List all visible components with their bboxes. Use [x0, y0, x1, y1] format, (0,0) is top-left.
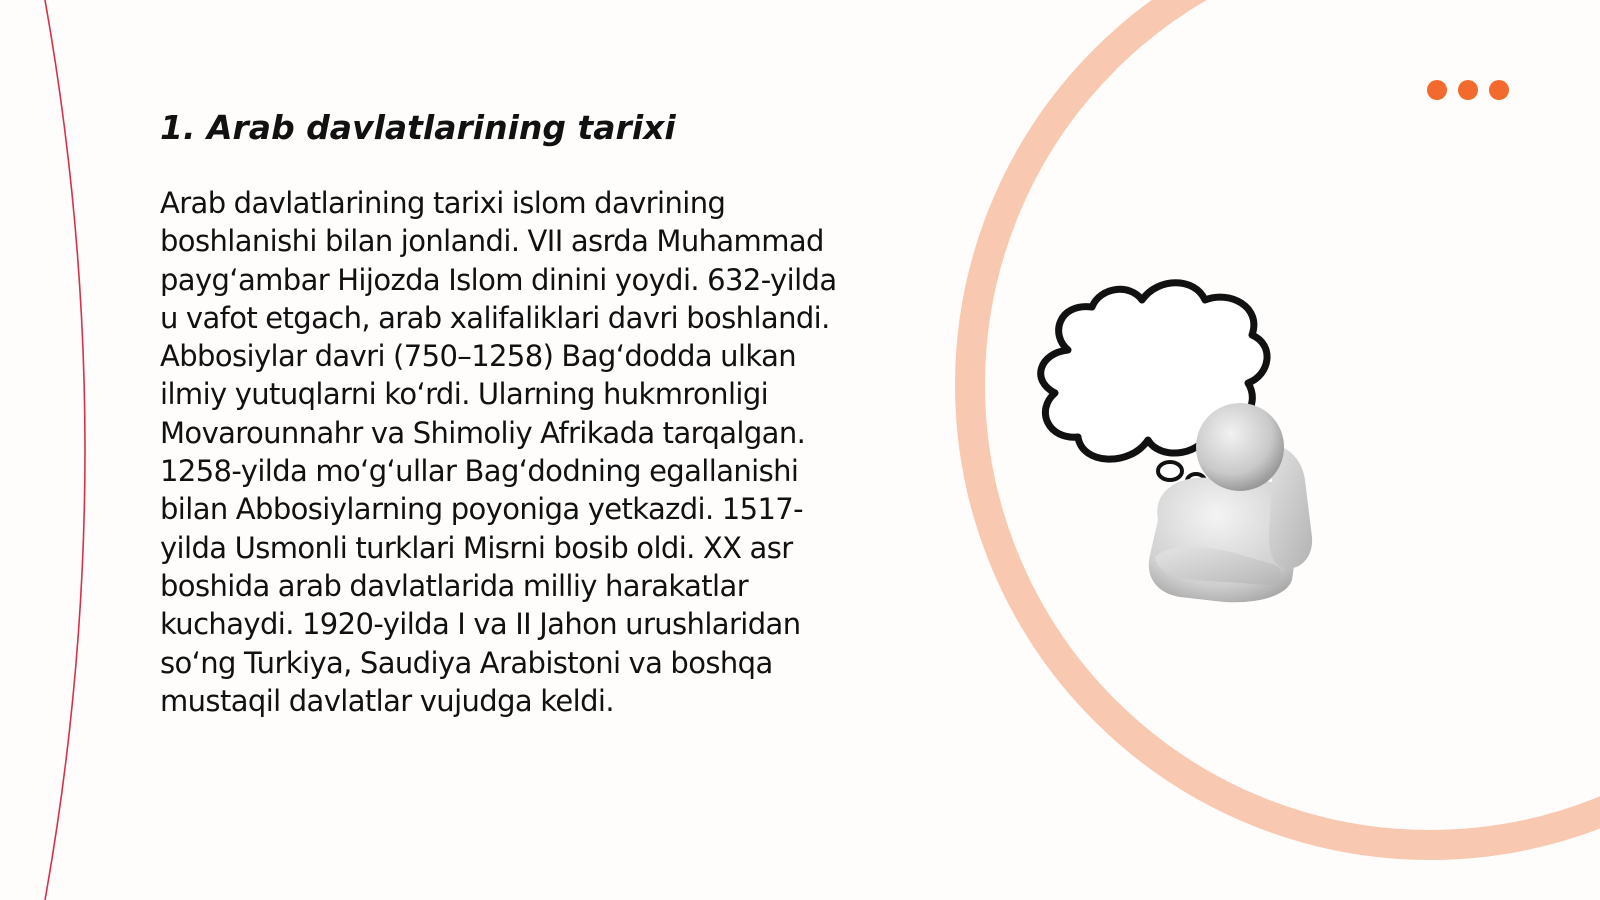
person-head — [1196, 403, 1284, 491]
dot-2 — [1458, 80, 1478, 100]
three-dots-icon — [1427, 80, 1517, 102]
thought-bubble-small-1 — [1158, 462, 1182, 480]
dot-1 — [1427, 80, 1447, 100]
dot-3 — [1489, 80, 1509, 100]
left-curve-line — [45, 0, 85, 900]
slide-title: 1. Arab davlatlarining tarixi — [160, 108, 676, 147]
slide-body-text: Arab davlatlarining tarixi islom davrining boshlanishi bilan jonlandi. VII asrda Muhammad payg‘ambar Hijozda Islom dinini yoydi. 632-yilda u vafot etgach, arab xalifaliklari davri boshlandi. Abbosiylar davri (750–1258) Bag‘dodda ulkan ilmiy yutuqlarni ko‘rdi. Ularning hukmronligi Movarounnahr va Shimoliy Afrikada tarqalgan. 1258-yilda mo‘g‘ullar Bag‘dodning egallanishi bilan Abbosiylarning poyoniga yetkazdi. 1517-yilda Usmonli turklari Misrni bosib oldi. XX asr boshida arab davlatlarida milliy harakatlar kuchaydi. 1920-yilda I va II Jahon urushlaridan so‘ng Turkiya, Saudiya Arabistoni va boshqa mustaqil davlatlar vujudga keldi. — [160, 186, 837, 718]
thinking-person-icon — [1030, 275, 1350, 615]
